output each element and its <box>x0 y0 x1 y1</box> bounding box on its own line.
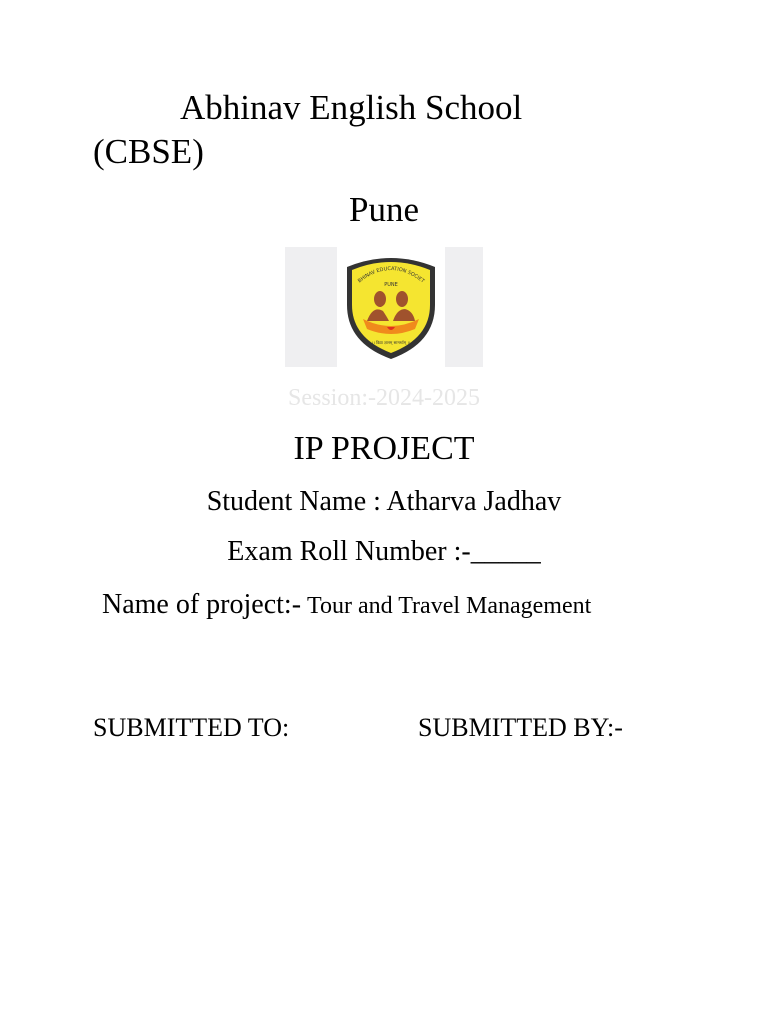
project-name-label: Name of project:- <box>102 589 302 620</box>
exam-roll-number: Exam Roll Number :-_____ <box>227 536 541 567</box>
project-name-line <box>102 589 591 621</box>
submitted-by-label: SUBMITTED BY:- <box>418 713 623 742</box>
project-name-value: Tour and Travel Management <box>307 593 592 619</box>
school-logo <box>285 247 483 367</box>
project-heading: IP PROJECT <box>293 430 475 467</box>
logo-center-text: PUNE <box>384 282 398 288</box>
student-name: Student Name : Atharva Jadhav <box>206 486 562 517</box>
session-text: Session:-2024-2025 <box>288 385 480 411</box>
logo-motto: ।। विद्या ज्ञानम् सामर्थ्यम् ।। <box>371 340 411 345</box>
submitted-to-label: SUBMITTED TO: <box>93 713 290 742</box>
school-city: Pune <box>349 190 419 229</box>
logo-background-left <box>285 247 337 367</box>
logo-background-right <box>445 247 483 367</box>
school-board: (CBSE) <box>93 132 204 171</box>
school-name: Abhinav English School <box>180 88 523 127</box>
logo-top-text: BHINAV EDUCATION SOCIET <box>356 265 426 285</box>
school-crest-icon <box>343 253 439 363</box>
